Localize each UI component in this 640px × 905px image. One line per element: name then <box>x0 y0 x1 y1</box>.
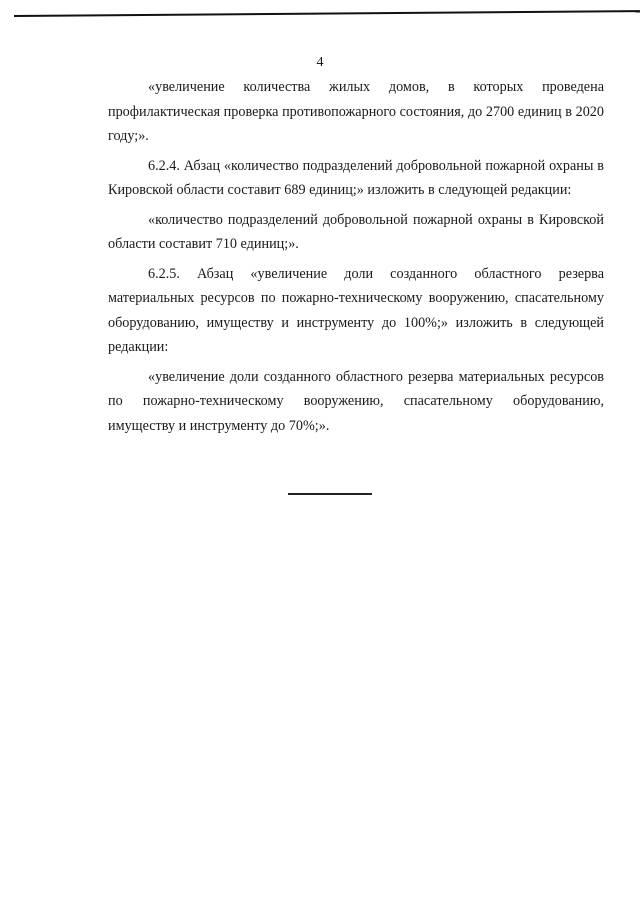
document-body <box>108 75 604 443</box>
paragraph-quote-houses: «увеличение количества жилых домов, в которых проведена профилактическая проверка противопожарного состояния, до 2700 единиц в 2020 году;». <box>108 79 604 144</box>
page-number: 4 <box>316 55 324 70</box>
paragraph-quote-reserve: «увеличение доли созданного областного резерва материальных ресурсов по пожарно-техническому вооружению, спасательному оборудованию, имуществу и инструменту до 70%;». <box>108 368 604 434</box>
scan-top-edge <box>14 10 640 17</box>
paragraph-item-6-2-4: 6.2.4. Абзац «количество подразделений добровольной пожарной охраны в Кировской области составит 689 единиц;» изложить в следующей редакции: <box>108 157 604 198</box>
paragraph-quote-fire-units: «количество подразделений добровольной пожарной охраны в Кировской области составит 710 единиц;». <box>108 211 604 252</box>
paragraph-item-6-2-5: 6.2.5. Абзац «увеличение доли созданного областного резерва материальных ресурсов по пожарно-техническому вооружению, спасательному оборудованию, имуществу и инструменту до 100%;» изложить в следующей редакции: <box>108 265 604 355</box>
end-of-text-rule <box>288 493 372 495</box>
